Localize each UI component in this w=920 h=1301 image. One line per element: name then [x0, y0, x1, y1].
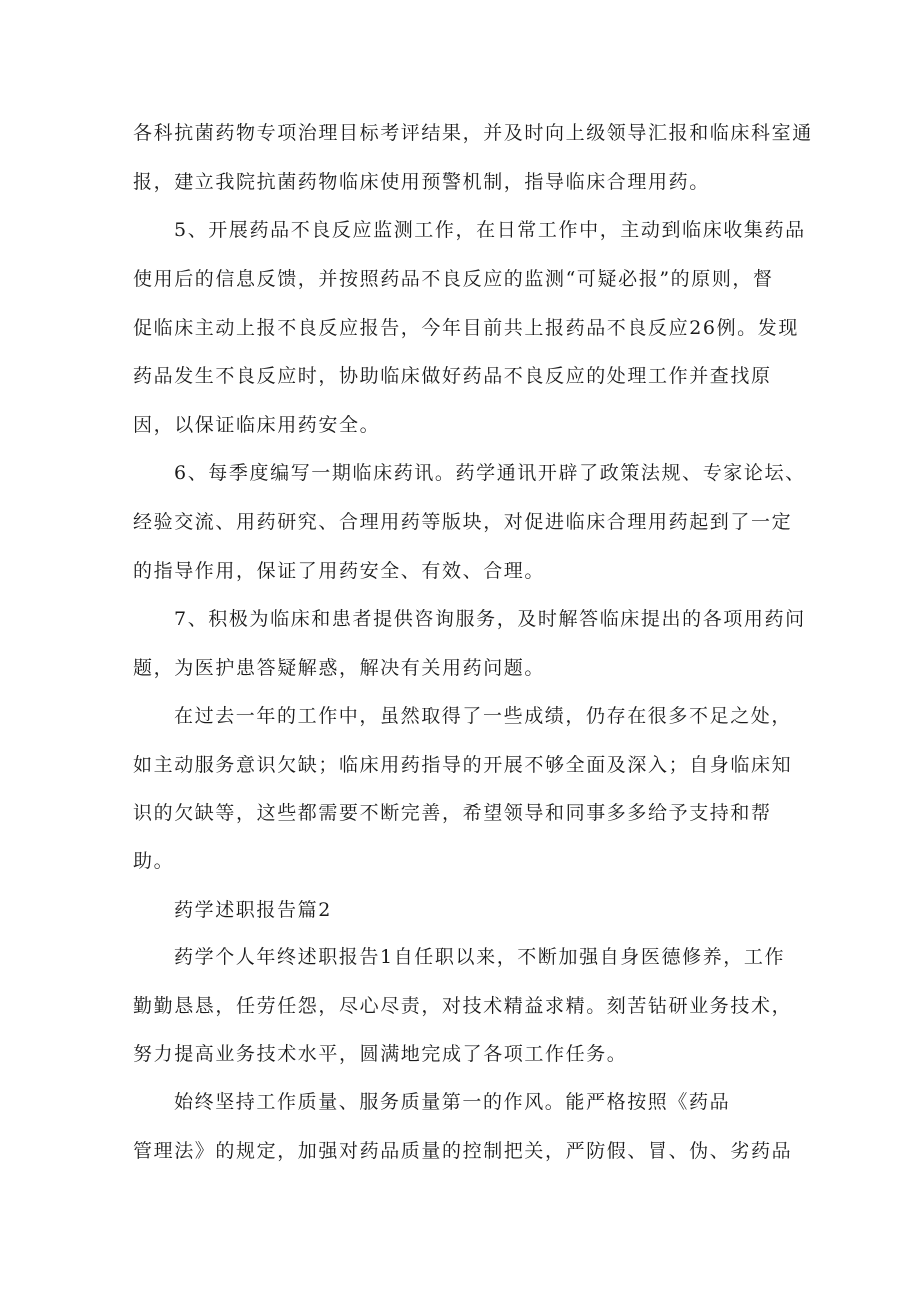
section-heading: 药学述职报告篇2	[174, 899, 332, 921]
text-line: 经验交流、用药研究、合理用药等版块，对促进临床合理用药起到了一定	[133, 511, 793, 533]
text-line: 使用后的信息反馈，并按照药品不良反应的监测“可疑必报”的原则，督	[133, 268, 774, 290]
text-line: 题，为医护患答疑解惑，解决有关用药问题。	[133, 657, 546, 679]
text-line: 7、积极为临床和患者提供咨询服务，及时解答临床提出的各项用药问	[174, 608, 806, 630]
text-line: 识的欠缺等，这些都需要不断完善，希望领导和同事多多给予支持和帮	[133, 802, 772, 824]
text-line: 报，建立我院抗菌药物临床使用预警机制，指导临床合理用药。	[133, 171, 710, 193]
text-line: 始终坚持工作质量、服务质量第一的作风。能严格按照《药品	[174, 1091, 731, 1113]
text-line: 努力提高业务技术水平，圆满地完成了各项工作任务。	[133, 1043, 628, 1065]
text-line: 6、每季度编写一期临床药讯。药学通讯开辟了政策法规、专家论坛、	[174, 462, 806, 484]
text-line: 促临床主动上报不良反应报告，今年目前共上报药品不良反应26例。发现	[133, 317, 799, 339]
text-line: 因，以保证临床用药安全。	[133, 414, 381, 436]
text-line: 5、开展药品不良反应监测工作，在日常工作中，主动到临床收集药品	[174, 219, 806, 241]
text-line: 管理法》的规定，加强对药品质量的控制把关，严防假、冒、伪、劣药品	[133, 1140, 793, 1162]
text-line: 在过去一年的工作中，虽然取得了一些成绩，仍存在很多不足之处，	[174, 705, 793, 727]
text-line: 各科抗菌药物专项治理目标考评结果，并及时向上级领导汇报和临床科室通	[133, 122, 813, 144]
text-line: 的指导作用，保证了用药安全、有效、合理。	[133, 560, 546, 582]
text-line: 药品发生不良反应时，协助临床做好药品不良反应的处理工作并查找原	[133, 365, 772, 387]
text-line: 如主动服务意识欠缺；临床用药指导的开展不够全面及深入；自身临床知	[133, 754, 793, 776]
text-line: 助。	[133, 850, 175, 872]
text-line: 勤勤恳恳，任劳任怨，尽心尽责，对技术精益求精。刻苦钻研业务技术，	[133, 995, 793, 1017]
text-line: 药学个人年终述职报告1自任职以来，不断加强自身医德修养，工作	[174, 946, 786, 968]
